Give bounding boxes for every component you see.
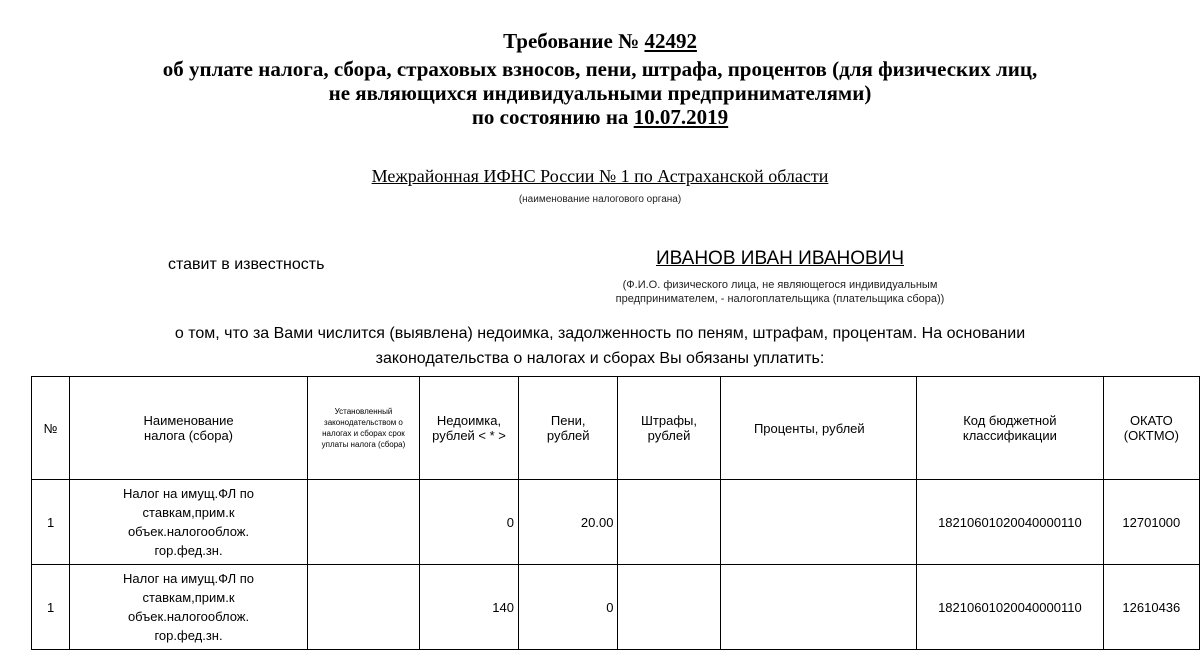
row-arrears: 0 [420,480,519,565]
header-name: Наименование налога (сбора) [70,377,308,480]
demand-subtitle-1: об уплате налога, сбора, страховых взносов, пени, штрафа, процентов (для физических лиц, [162,57,1038,81]
date-prefix: по состоянию на [471,105,634,129]
row-kbk: 18210601020040000110 [917,480,1104,565]
row-interest [720,480,917,565]
row-penalties: 20.00 [518,480,618,565]
body-text [0,321,1200,371]
row-tax-name: Налог на имущ.ФЛ по ставкам,прим.к объек.налогооблож. гор.фед.зн. [70,565,308,650]
row-deadline [307,480,419,565]
row-interest [720,565,917,650]
row-okato: 12610436 [1103,565,1199,650]
row-num: 1 [32,480,70,565]
demand-subtitle-2: не являющихся индивидуальными предпринимателями) [328,81,872,105]
header-num: № [32,377,70,480]
taxpayer-note [560,278,1000,306]
header-interest: Проценты, рублей [720,377,917,480]
header-kbk: Код бюджетной классификации [917,377,1104,480]
demand-title [0,28,1200,54]
row-deadline [307,565,419,650]
row-penalties: 0 [518,565,618,650]
demand-number: 42492 [644,29,697,53]
table-row [32,565,1200,650]
row-kbk: 18210601020040000110 [917,565,1104,650]
row-tax-name: Налог на имущ.ФЛ по ставкам,прим.к объек.налогооблож. гор.фед.зн. [70,480,308,565]
header-arrears: Недоимка, рублей < * > [420,377,519,480]
notify-label: ставит в известность [168,256,325,273]
row-arrears: 140 [420,565,519,650]
demand-date-line [0,104,1200,130]
row-fines [618,480,720,565]
taxpayer [580,248,980,270]
taxpayer-name: ИВАНОВ ИВАН ИВАНОВИЧ [655,248,905,269]
header-fines: Штрафы, рублей [618,377,720,480]
debt-table [31,376,1200,650]
row-okato: 12701000 [1103,480,1199,565]
tax-authority-note: (наименование налогового органа) [518,194,682,205]
table-row [32,480,1200,565]
demand-prefix: Требование № [503,29,645,53]
taxpayer-note-line-1: (Ф.И.О. физического лица, не являющегося индивидуальным [622,279,938,291]
row-num: 1 [32,565,70,650]
tax-authority-name: Межрайонная ИФНС России № 1 по Астраханской области [371,166,829,186]
header-penalties: Пени, рублей [518,377,618,480]
row-fines [618,565,720,650]
demand-date: 10.07.2019 [633,105,729,129]
table-header-row [32,377,1200,480]
tax-authority [0,166,1200,187]
body-line-2: законодательства о налогах и сборах Вы обязаны уплатить: [375,350,825,367]
body-line-1: о том, что за Вами числится (выявлена) недоимка, задолженность по пеням, штрафам, процентам. На основании [174,325,1026,342]
header-deadline: Установленный законодательством о налогах и сборах срок уплаты налога (сбора) [307,377,419,480]
taxpayer-note-line-2: предпринимателем, - налогоплательщика (плательщика сбора)) [615,293,945,305]
header-okato: ОКАТО (ОКТМО) [1103,377,1199,480]
